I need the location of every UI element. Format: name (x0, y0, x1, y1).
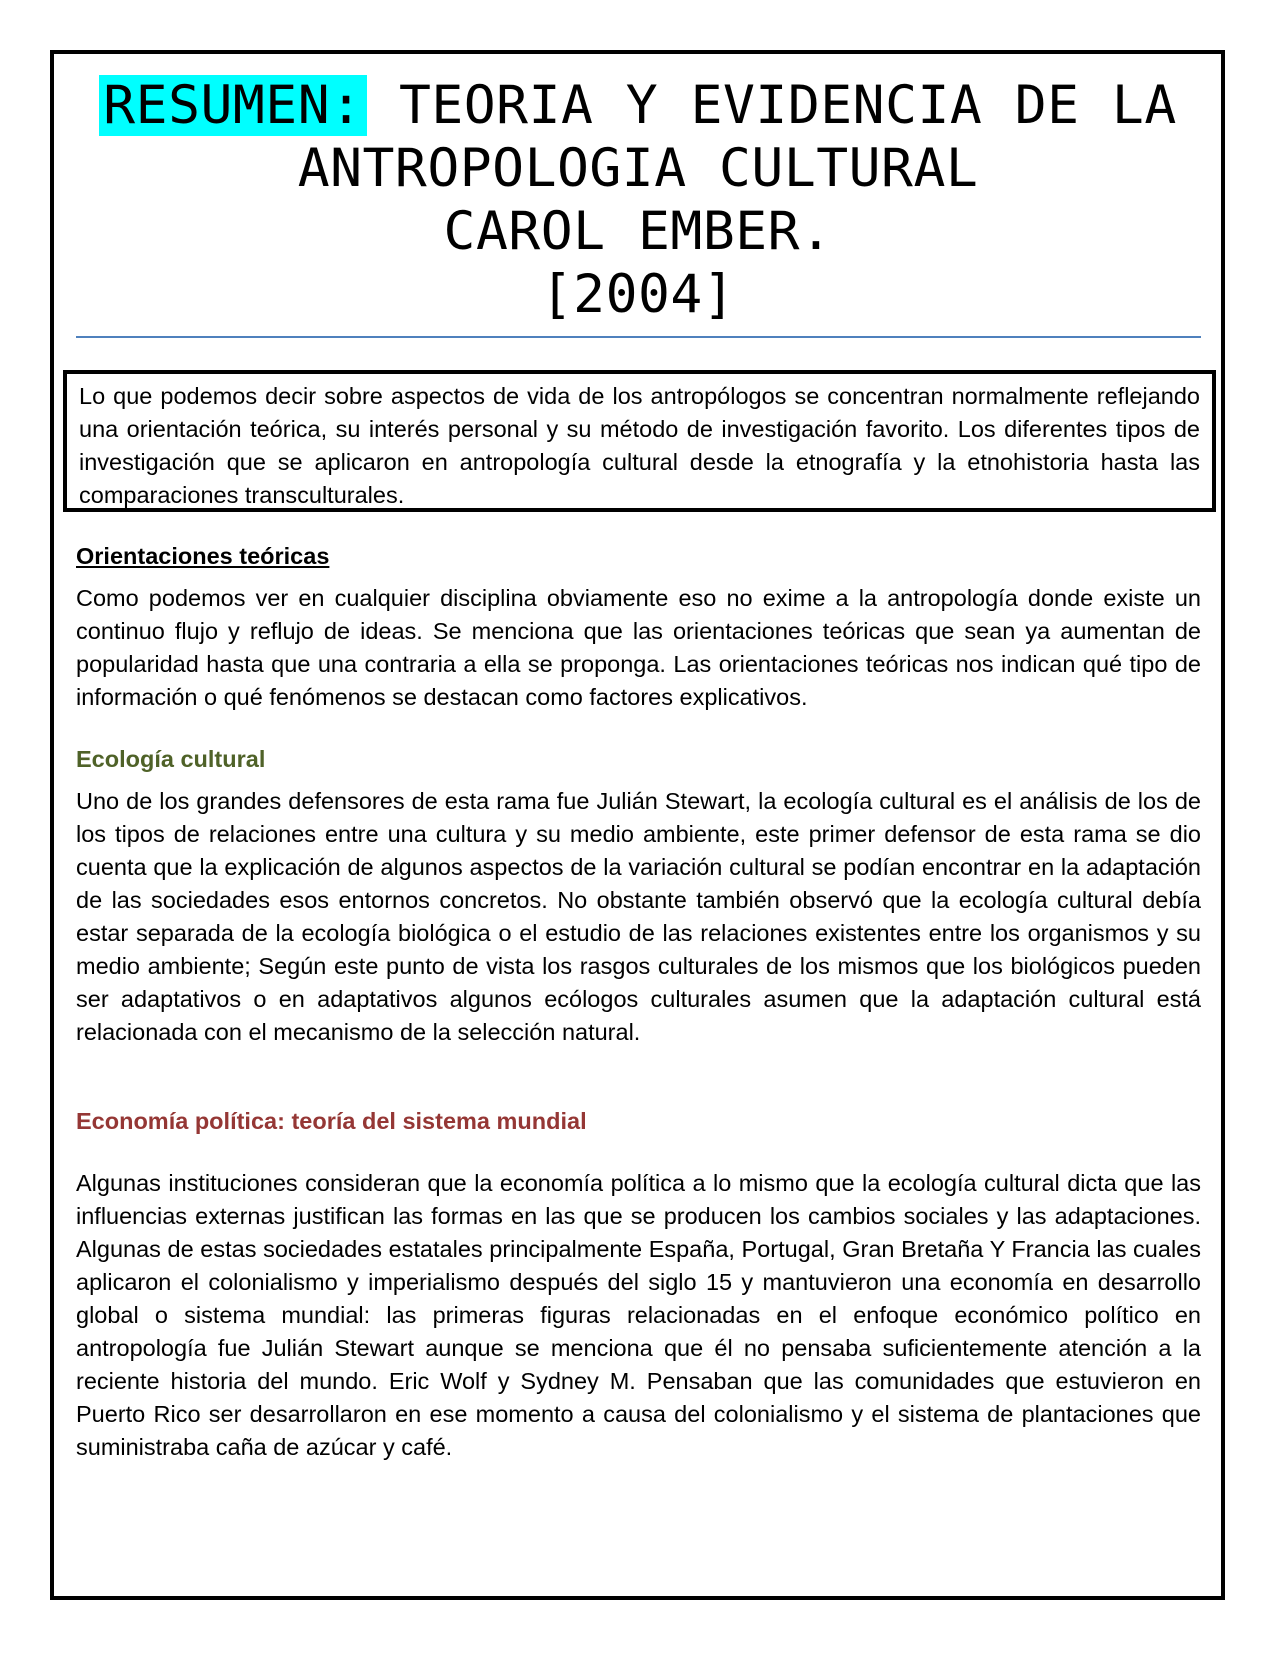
title-line-1: TEORIA Y EVIDENCIA DE LA (366, 75, 1177, 136)
section-economia (76, 1108, 1201, 1464)
section-heading: Orientaciones teóricas (76, 543, 330, 569)
abstract-box (63, 370, 1216, 512)
section-orientaciones (76, 543, 1201, 714)
section-ecologia (76, 746, 1201, 1049)
title-year: [2004] (540, 264, 736, 325)
section-body: Algunas instituciones consideran que la economía política a lo mismo que la ecología cultural dicta que las influencias externas justifican las formas en las que se producen los cambios sociales y las adaptaciones. Algunas de estas sociedades estatales principalmente España, Portugal, Gran Bretaña Y Francia las cuales aplicaron el colonialismo y imperialismo después del siglo 15 y mantuvieron una economía en desarrollo global o sistema mundial: las primeras figuras relacionadas en el enfoque económico político en antropología fue Julián Stewart aunque se menciona que él no pensaba suficientemente atención a la reciente historia del mundo. Eric Wolf y Sydney M. Pensaban que las comunidades que estuvieron en Puerto Rico ser desarrollaron en ese momento a causa del colonialismo y el sistema de plantaciones que suministraba caña de azúcar y café. (76, 1170, 1201, 1460)
section-body: Como podemos ver en cualquier disciplina obviamente eso no exime a la antropología donde existe un continuo flujo y reflujo de ideas. Se menciona que las orientaciones teóricas que sean ya aumentan de popularidad hasta que una contraria a ella se proponga. Las orientaciones teóricas nos indican qué tipo de información o qué fenómenos se destacan como factores explicativos. (76, 585, 1201, 710)
title-divider (76, 336, 1201, 338)
title-author: CAROL EMBER. (443, 201, 833, 262)
abstract-text: Lo que podemos decir sobre aspectos de vida de los antropólogos se concentran normalmente reflejando una orientación teórica, su interés personal y su método de investigación favorito. Los diferentes tipos de investigación que se aplicaron en antropología cultural desde la etnografía y la etnohistoria hasta las comparaciones transculturales. (79, 383, 1200, 508)
title-highlight: RESUMEN: (99, 75, 366, 136)
section-heading: Ecología cultural (76, 746, 266, 772)
section-body: Uno de los grandes defensores de esta rama fue Julián Stewart, la ecología cultural es el análisis de los de los tipos de relaciones entre una cultura y su medio ambiente, este primer defensor de esta rama se dio cuenta que la explicación de algunos aspectos de la variación cultural se podían encontrar en la adaptación de las sociedades esos entornos concretos. No obstante también observó que la ecología cultural debía estar separada de la ecología biológica o el estudio de las relaciones existentes entre los organismos y su medio ambiente; Según este punto de vista los rasgos culturales de los mismos que los biológicos pueden ser adaptativos o en adaptativos algunos ecólogos culturales asumen que la adaptación cultural está relacionada con el mecanismo de la selección natural. (76, 788, 1201, 1045)
title-line-2: ANTROPOLOGIA CULTURAL (297, 138, 979, 199)
document-title (76, 74, 1200, 326)
section-heading: Economía política: teoría del sistema mundial (76, 1108, 587, 1134)
